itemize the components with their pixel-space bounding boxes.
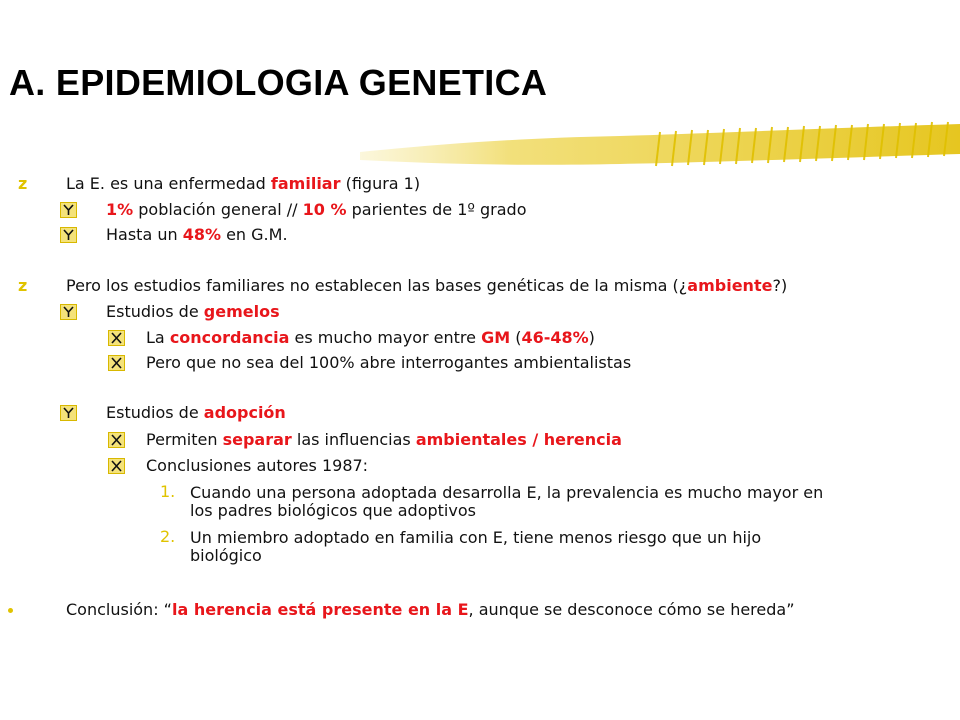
point-1-2: Hasta un 48% en G.M.: [106, 225, 288, 244]
point-1: La E. es una enfermedad familiar (figura 1): [66, 174, 421, 193]
bullet-x-icon: [108, 355, 125, 371]
point-2-1-1: La concordancia es mucho mayor entre GM (46-48%): [146, 328, 595, 347]
conclusion: Conclusión: “la herencia está presente en la E, aunque se desconoce cómo se hereda”: [66, 600, 795, 619]
point-2: Pero los estudios familiares no establecen las bases genéticas de la misma (¿ambiente?): [66, 276, 788, 295]
bullet-y-icon: [60, 405, 77, 421]
point-1-1: 1% población general // 10 % parientes de 1º grado: [106, 200, 527, 219]
point-2-2-1: Permiten separar las influencias ambientales / herencia: [146, 430, 622, 449]
slide-title: A. EPIDEMIOLOGIA GENETICA: [9, 62, 548, 103]
numbered-item-2: Un miembro adoptado en familia con E, tiene menos riesgo que un hijo biológico: [190, 528, 762, 565]
point-2-1: Estudios de gemelos: [106, 302, 280, 321]
bullet-x-icon: [108, 330, 125, 346]
list-number-2: 2.: [160, 527, 176, 546]
point-2-1-2: Pero que no sea del 100% abre interrogantes ambientalistas: [146, 353, 632, 372]
bullet-x-icon: [108, 458, 125, 474]
bullet-z-icon: z: [18, 174, 28, 193]
yellow-brush-stroke: [360, 118, 960, 170]
numbered-item-1: Cuando una persona adoptada desarrolla E, la prevalencia es mucho mayor en los padres biológicos que adoptivos: [190, 483, 824, 520]
point-2-2-2: Conclusiones autores 1987:: [146, 456, 369, 475]
bullet-z-icon: z: [18, 276, 28, 295]
point-2-2: Estudios de adopción: [106, 403, 286, 422]
bullet-y-icon: [60, 304, 77, 320]
bullet-y-icon: [60, 202, 77, 218]
bullet-x-icon: [108, 432, 125, 448]
bullet-dot-icon: [8, 608, 13, 613]
list-number-1: 1.: [160, 482, 176, 501]
bullet-y-icon: [60, 227, 77, 243]
